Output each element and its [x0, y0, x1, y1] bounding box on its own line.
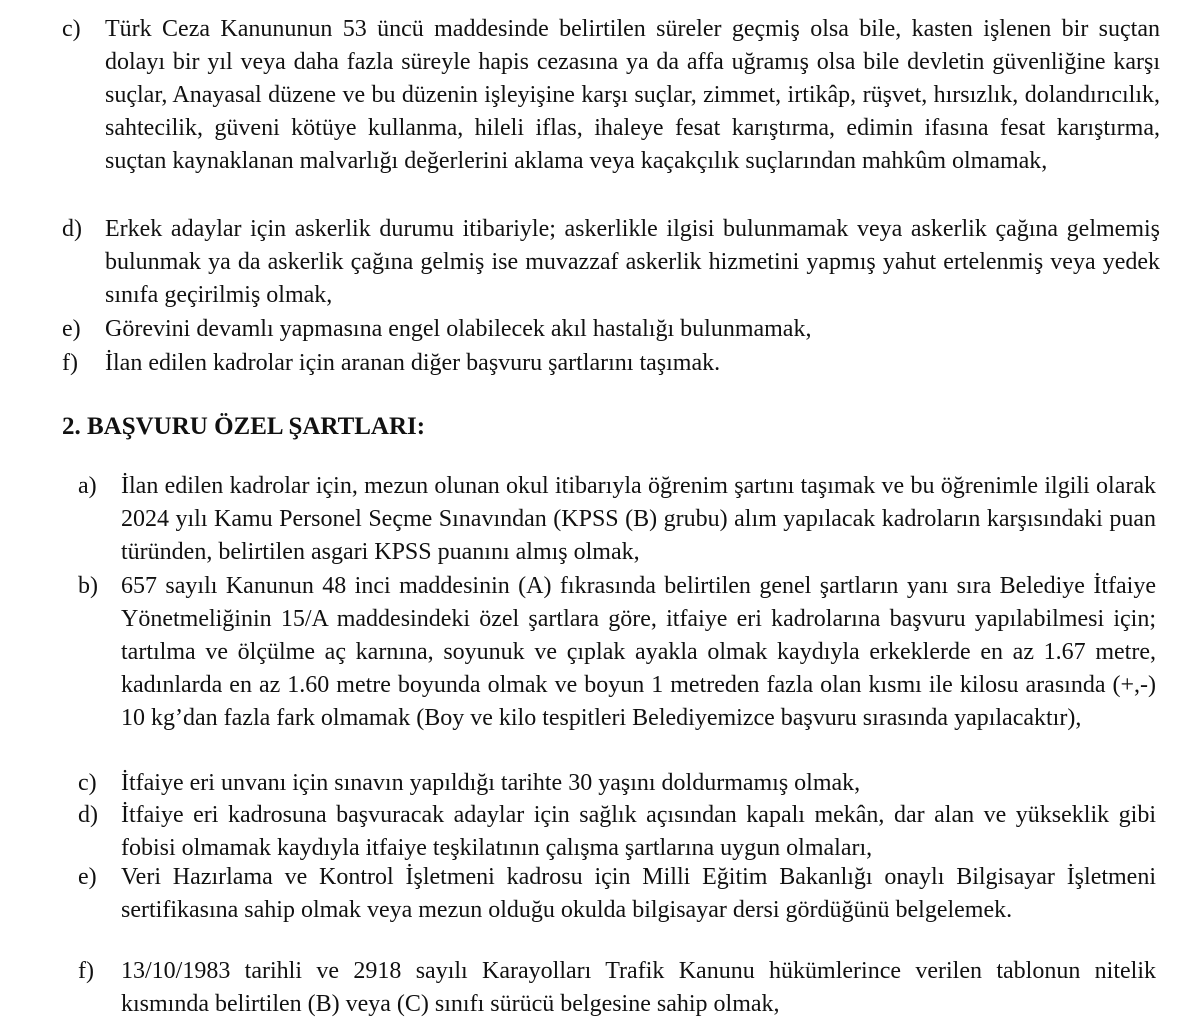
list-item-text: Veri Hazırlama ve Kontrol İşletmeni kadrosu için Milli Eğitim Bakanlığı onaylı Bilgisayar İşletmeni sertifikasına sahip olmak veya mezun olduğu okulda bilgisayar dersi gördüğünü belgelemek.: [121, 864, 1156, 923]
list-item-text: Türk Ceza Kanununun 53 üncü maddesinde belirtilen süreler geçmiş olsa bile, kasten işlenen bir suçtan dolayı bir yıl veya daha fazla süreyle hapis cezasına ya da affa uğramış olsa bile devletin güvenliğine karşı suçlar, Anayasal düzene ve bu düzenin işleyişine karşı suçlar, zimmet, irtikâp, rüşvet, hırsızlık, dolandırıcılık, sahtecilik, güveni kötüye kullanma, hileli iflas, ihaleye fesat karıştırma, edimin ifasına fesat karıştırma, suçtan kaynaklanan malvarlığı değerlerini aklama veya kaçakçılık suçlarından mahkûm olmamak,: [105, 16, 1160, 174]
list-item-text: İlan edilen kadrolar için, mezun olunan okul itibarıyla öğrenim şartını taşımak ve bu öğrenimle ilgili olarak 2024 yılı Kamu Personel Seçme Sınavından (KPSS (B) grubu) alım yapılacak kadroların karşısındaki puan türünden, belirtilen asgari KPSS puanını almış olmak,: [121, 473, 1156, 565]
list-item-text: Erkek adaylar için askerlik durumu itibariyle; askerlikle ilgisi bulunmamak veya askerlik çağına gelmemiş bulunmak ya da askerlik çağına gelmiş ise muvazzaf askerlik hizmetini yapmış yahut ertelenmiş veya yedek sınıfa geçirilmiş olmak,: [105, 216, 1160, 308]
list-marker: d): [62, 216, 82, 242]
list-item: [62, 313, 1160, 346]
list-marker: f): [78, 958, 94, 984]
list-item: [62, 347, 1160, 380]
list-item: [78, 955, 1156, 1021]
list-marker: c): [62, 16, 81, 42]
list-marker: e): [78, 864, 97, 890]
list-item-text: İtfaiye eri unvanı için sınavın yapıldığı tarihte 30 yaşını doldurmamış olmak,: [121, 770, 861, 796]
list-marker: d): [78, 802, 98, 828]
section-heading: 2. BAŞVURU ÖZEL ŞARTLARI:: [62, 413, 426, 440]
list-marker: a): [78, 473, 97, 499]
list-item-text: Görevini devamlı yapmasına engel olabilecek akıl hastalığı bulunmamak,: [105, 316, 812, 342]
list-item: [78, 767, 1156, 800]
list-item-text: İlan edilen kadrolar için aranan diğer başvuru şartlarını taşımak.: [105, 350, 721, 376]
list-item: [78, 861, 1156, 927]
list-item-text: 13/10/1983 tarihli ve 2918 sayılı Karayolları Trafik Kanunu hükümlerince verilen tablonun nitelik kısmında belirtilen (B) veya (C) sınıfı sürücü belgesine sahip olmak,: [121, 958, 1156, 1017]
list-marker: b): [78, 573, 98, 599]
list-item: [78, 470, 1156, 569]
list-item: [62, 13, 1160, 178]
list-item: [78, 570, 1156, 735]
list-item-text: 657 sayılı Kanunun 48 inci maddesinin (A) fıkrasında belirtilen genel şartların yanı sıra Belediye İtfaiye Yönetmeliğinin 15/A maddesindeki özel şartlara göre, itfaiye eri kadrolarına başvuru yapılabilmesi için; tartılma ve ölçülme aç karnına, soyunuk ve çıplak ayakla olmak kaydıyla erkeklerde en az 1.67 metre, kadınlarda en az 1.60 metre boyunda olmak ve boyun 1 metreden fazla olan kısmı ile kilosu arasında (+,-) 10 kg’dan fazla fark olmamak (Boy ve kilo tespitleri Belediyemizce başvuru sırasında yapılacaktır),: [121, 573, 1156, 731]
list-item: [62, 213, 1160, 312]
list-marker: e): [62, 316, 81, 342]
list-marker: f): [62, 350, 78, 376]
list-item-text: İtfaiye eri kadrosuna başvuracak adaylar için sağlık açısından kapalı mekân, dar alan ve yükseklik gibi fobisi olmamak kaydıyla itfaiye teşkilatının çalışma şartlarına uygun olmaları,: [121, 802, 1156, 861]
list-marker: c): [78, 770, 97, 796]
list-item: [78, 799, 1156, 865]
